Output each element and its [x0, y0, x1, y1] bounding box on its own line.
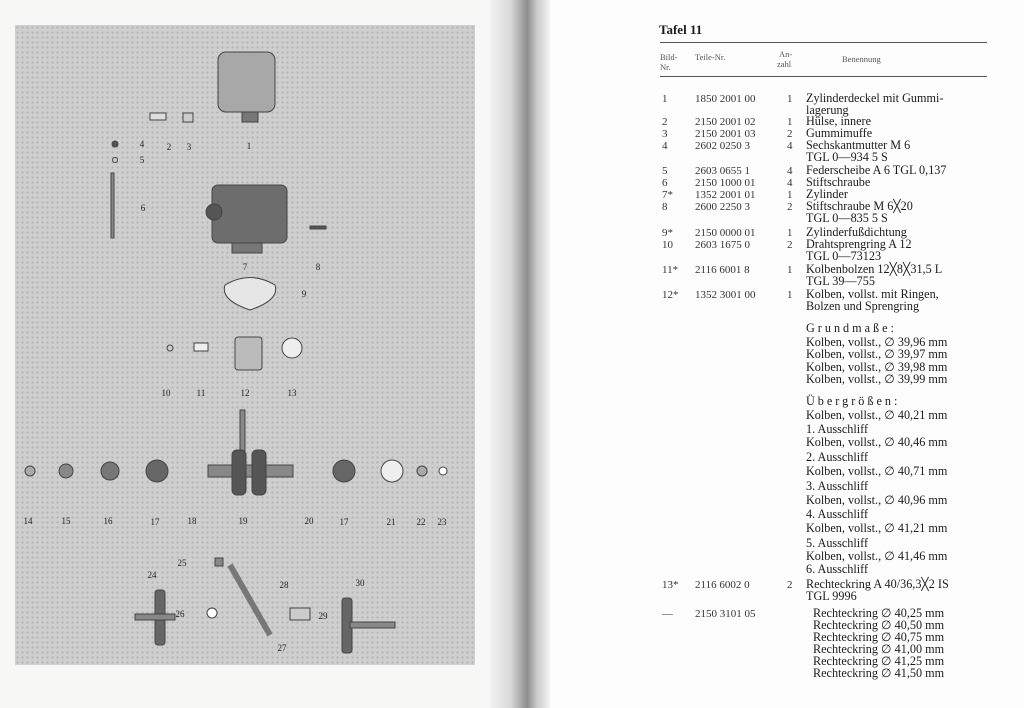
benennung-line: Rechteckring ∅ 41,25 mm — [813, 654, 945, 668]
part-number-label: 29 — [318, 611, 328, 621]
bild-nr: 12* — [662, 289, 679, 301]
teile-nr: 2600 2250 3 — [695, 201, 750, 213]
benennung-line: Sechskantmutter M 6 — [806, 138, 911, 152]
benennung-line: 3. Ausschliff — [806, 479, 869, 493]
part-number-label: 1 — [246, 141, 252, 151]
benennung-line: Kolben, vollst., ∅ 40,21 mm — [806, 408, 948, 422]
divider — [660, 42, 987, 43]
bild-nr: 10 — [662, 239, 673, 251]
parts-drawing — [0, 0, 510, 708]
benennung-line: 4. Ausschliff — [806, 507, 869, 521]
benennung-line: Grundmaße: — [806, 321, 897, 335]
part-number-label: 9 — [301, 289, 307, 299]
anzahl: 2 — [787, 128, 793, 140]
benennung-line: Kolben, vollst., ∅ 39,96 mm — [806, 335, 948, 349]
benennung-line: Zylinder — [806, 187, 848, 201]
part-number-label: 12 — [240, 388, 250, 398]
anzahl: 4 — [787, 177, 793, 189]
anzahl: 1 — [787, 264, 793, 276]
benennung-line: Rechteckring A 40/36,3╳2 IS — [806, 577, 949, 591]
benennung-line: Rechteckring ∅ 41,00 mm — [813, 642, 945, 656]
divider — [660, 76, 987, 77]
teile-nr: 2150 2001 02 — [695, 116, 756, 128]
part-number-label: 16 — [103, 516, 113, 526]
col-header-anzahl: An- — [779, 49, 793, 59]
anzahl: 4 — [787, 165, 793, 177]
right-page — [550, 0, 1024, 708]
anzahl: 2 — [787, 579, 793, 591]
part-number-label: 25 — [177, 558, 187, 568]
anzahl: 1 — [787, 227, 793, 239]
benennung-line: Drahtsprengring A 12 — [806, 237, 912, 251]
benennung-line: Hülse, innere — [806, 114, 871, 128]
part-number-label: 20 — [304, 516, 314, 526]
teile-nr: 2602 0250 3 — [695, 140, 750, 152]
part-number-label: 4 — [139, 139, 145, 149]
rubber-sleeve — [183, 113, 193, 122]
bild-nr: 8 — [662, 201, 668, 213]
part-number-label: 30 — [355, 578, 365, 588]
bild-nr: 7* — [662, 189, 673, 201]
part-number-label: 21 — [386, 517, 396, 527]
col-header-teile: Teile-Nr. — [695, 52, 726, 62]
bild-nr: 11* — [662, 264, 679, 276]
benennung-line: Kolben, vollst., ∅ 40,71 mm — [806, 464, 948, 478]
benennung-line: TGL 39—755 — [806, 274, 875, 288]
part-number-label: 26 — [175, 609, 185, 619]
benennung-line: TGL 0—934 5 S — [806, 150, 888, 164]
bild-nr: 1 — [662, 93, 668, 105]
teile-nr: 1850 2001 00 — [695, 93, 756, 105]
benennung-line: Bolzen und Sprengring — [806, 299, 920, 313]
teile-nr: 2603 1675 0 — [695, 239, 750, 251]
anzahl: 1 — [787, 189, 793, 201]
anzahl: 1 — [787, 93, 793, 105]
teile-nr: 1352 2001 01 — [695, 189, 756, 201]
part-number-label: 22 — [416, 517, 426, 527]
left-page — [0, 0, 510, 708]
benennung-line: Kolben, vollst., ∅ 40,46 mm — [806, 435, 948, 449]
stud — [111, 173, 114, 238]
bild-nr: 4 — [662, 140, 668, 152]
part-number-label: 8 — [315, 262, 321, 272]
part-number-label: 17 — [150, 517, 160, 527]
anzahl: 2 — [787, 239, 793, 251]
benennung-line: Federscheibe A 6 TGL 0,137 — [806, 163, 947, 177]
part-number-label: 5 — [139, 155, 145, 165]
crankshaft — [208, 465, 293, 477]
bild-nr: 2 — [662, 116, 668, 128]
col-header-bild: Bild- — [660, 52, 678, 62]
teile-nr: 2150 1000 01 — [695, 177, 756, 189]
part-number-label: 19 — [238, 516, 248, 526]
part-number-label: 3 — [186, 142, 192, 152]
col-header-benennung: Benennung — [842, 54, 881, 64]
benennung-line: Kolben, vollst., ∅ 41,46 mm — [806, 549, 948, 563]
benennung-line: lagerung — [806, 103, 849, 117]
teile-nr: 2150 3101 05 — [695, 608, 756, 620]
sleeve — [150, 113, 166, 120]
benennung-line: Rechteckring ∅ 41,50 mm — [813, 666, 945, 680]
benennung-line: TGL 0—73123 — [806, 249, 882, 263]
part-number-label: 14 — [23, 516, 33, 526]
part-number-label: 18 — [187, 516, 197, 526]
part-number-label: 17 — [339, 517, 349, 527]
benennung-line: Zylinderfußdichtung — [806, 225, 907, 239]
part-number-label: 2 — [166, 142, 172, 152]
benennung-line: Kolben, vollst., ∅ 40,96 mm — [806, 493, 948, 507]
benennung-line: Kolbenbolzen 12╳8╳31,5 L — [806, 262, 943, 276]
part-number-label: 11 — [196, 388, 206, 398]
bild-nr: — — [662, 608, 673, 620]
part-number-label: 24 — [147, 570, 157, 580]
page-title: Tafel 11 — [659, 22, 703, 37]
bild-nr: 3 — [662, 128, 668, 140]
benennung-line: 6. Ausschliff — [806, 562, 869, 576]
benennung-line: Kolben, vollst., ∅ 39,97 mm — [806, 347, 948, 361]
anzahl: 1 — [787, 116, 793, 128]
col-header-bild-2: Nr. — [660, 62, 671, 72]
teile-nr: 2603 0655 1 — [695, 165, 750, 177]
benennung-line: TGL 0—835 5 S — [806, 211, 888, 225]
benennung-line: Kolben, vollst. mit Ringen, — [806, 287, 939, 301]
teile-nr: 2116 6001 8 — [695, 264, 750, 276]
part-number-label: 27 — [277, 643, 287, 653]
anzahl: 2 — [787, 201, 793, 213]
connecting-rod — [240, 410, 245, 455]
cylinder-head — [218, 52, 275, 112]
benennung-line: 1. Ausschliff — [806, 422, 869, 436]
part-number-label: 13 — [287, 388, 297, 398]
teile-nr: 2150 0000 01 — [695, 227, 756, 239]
benennung-line: Übergrößen: — [806, 394, 901, 408]
benennung-line: TGL 9996 — [806, 589, 857, 603]
benennung-line: Gummimuffe — [806, 126, 873, 140]
benennung-line: Kolben, vollst., ∅ 39,98 mm — [806, 360, 948, 374]
teile-nr: 2150 2001 03 — [695, 128, 756, 140]
piston — [235, 337, 262, 370]
col-header-anzahl-2: zahl — [777, 59, 792, 69]
gasket — [224, 278, 275, 311]
anzahl: 4 — [787, 140, 793, 152]
anzahl: 1 — [787, 289, 793, 301]
bild-nr: 13* — [662, 579, 679, 591]
part-number-label: 7 — [242, 262, 248, 272]
book-gutter — [490, 0, 550, 708]
benennung-line: Rechteckring ∅ 40,50 mm — [813, 618, 945, 632]
benennung-line: Stiftschraube M 6╳20 — [806, 199, 913, 213]
teile-nr: 1352 3001 00 — [695, 289, 756, 301]
benennung-line: Kolben, vollst., ∅ 41,21 mm — [806, 521, 948, 535]
benennung-line: Stiftschraube — [806, 175, 871, 189]
bild-nr: 5 — [662, 165, 668, 177]
benennung-line: 5. Ausschliff — [806, 536, 869, 550]
teile-nr: 2116 6002 0 — [695, 579, 750, 591]
part-number-label: 15 — [61, 516, 71, 526]
benennung-line: Kolben, vollst., ∅ 39,99 mm — [806, 372, 948, 386]
benennung-line: Zylinderdeckel mit Gummi- — [806, 91, 944, 105]
benennung-line: Rechteckring ∅ 40,75 mm — [813, 630, 945, 644]
part-number-label: 28 — [279, 580, 289, 590]
cylinder — [212, 185, 287, 243]
part-number-label: 6 — [140, 203, 146, 213]
part-number-label: 23 — [437, 517, 447, 527]
bild-nr: 6 — [662, 177, 668, 189]
benennung-line: Rechteckring ∅ 40,25 mm — [813, 606, 945, 620]
part-number-label: 10 — [161, 388, 171, 398]
bild-nr: 9* — [662, 227, 673, 239]
benennung-line: 2. Ausschliff — [806, 450, 869, 464]
